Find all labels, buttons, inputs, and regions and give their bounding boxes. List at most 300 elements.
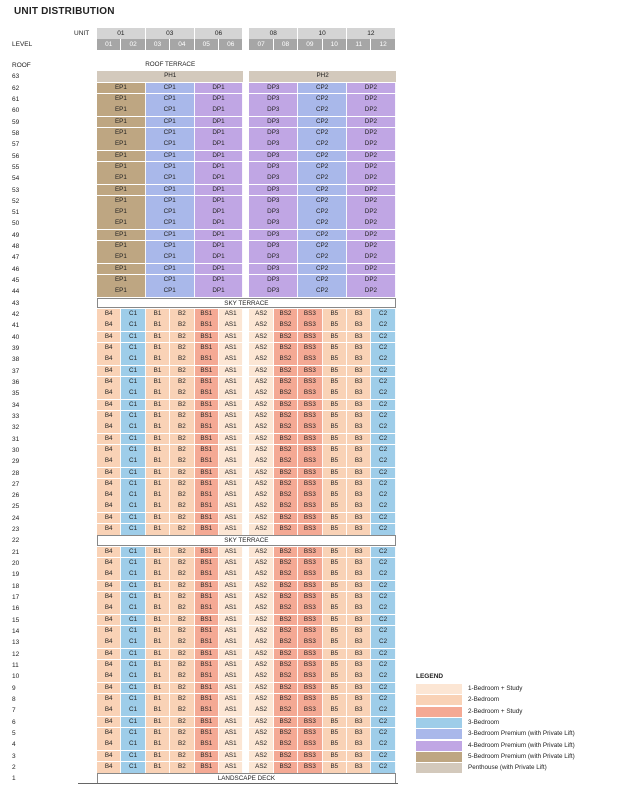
unit-cell: DP2: [347, 207, 396, 218]
unit-cell: B5: [323, 434, 347, 445]
unit-cell: EP1: [97, 139, 146, 150]
level-label: 39: [12, 345, 20, 352]
unit-cell: B5: [323, 739, 347, 750]
unit-cell: B3: [347, 411, 371, 422]
unit-cell: C1: [121, 400, 145, 411]
unit-cell: C2: [371, 513, 395, 524]
unit-cell: AS2: [249, 660, 273, 671]
unit-cell: DP1: [195, 117, 244, 128]
unit-cell: AS1: [219, 501, 243, 512]
unit-cell: C1: [121, 456, 145, 467]
unit-cell: B1: [146, 490, 170, 501]
unit-cell: BS2: [274, 705, 298, 716]
unit-cell: BS3: [298, 332, 322, 343]
level-column-header: 06: [219, 39, 242, 50]
unit-cell: BS2: [274, 332, 298, 343]
unit-cell: BS3: [298, 705, 322, 716]
unit-cell: CP2: [298, 241, 347, 252]
legend-label: 3-Bedroom: [468, 718, 500, 726]
unit-cell: BS1: [195, 592, 219, 603]
level-label: 5: [12, 729, 16, 737]
unit-cell: B2: [170, 354, 194, 365]
unit-cell: B5: [323, 513, 347, 524]
unit-cell: BS2: [274, 660, 298, 671]
unit-cell: B3: [347, 320, 371, 331]
unit-cell: B5: [323, 637, 347, 648]
unit-cell: B2: [170, 751, 194, 762]
unit-cell: CP2: [298, 185, 347, 196]
unit-cell: AS2: [249, 309, 273, 320]
unit-cell: AS1: [219, 434, 243, 445]
unit-cell: AS1: [219, 728, 243, 739]
unit-cell: AS2: [249, 468, 273, 479]
unit-cell: DP3: [249, 218, 298, 229]
unit-cell: BS3: [298, 377, 322, 388]
level-label: 15: [12, 616, 20, 624]
unit-cell: AS2: [249, 377, 273, 388]
level-label: 22: [12, 537, 20, 545]
unit-cell: DP2: [347, 94, 396, 105]
roof-terrace-band: ROOF TERRACE: [145, 61, 196, 68]
unit-cell: C1: [121, 445, 145, 456]
unit-cell: B3: [347, 660, 371, 671]
unit-cell: C1: [121, 377, 145, 388]
unit-cell: AS2: [249, 592, 273, 603]
unit-cell: BS1: [195, 456, 219, 467]
legend-label: 2-Bedroom: [468, 696, 500, 704]
unit-cell: C1: [121, 524, 145, 535]
unit-cell: C1: [121, 490, 145, 501]
unit-cell: DP3: [249, 162, 298, 173]
unit-cell: BS2: [274, 649, 298, 660]
unit-cell: EP1: [97, 162, 146, 173]
unit-cell: BS1: [195, 739, 219, 750]
page-title: UNIT DISTRIBUTION: [14, 6, 115, 17]
unit-group-header: 10: [298, 28, 346, 39]
unit-cell: C2: [371, 717, 395, 728]
unit-cell: BS3: [298, 751, 322, 762]
unit-cell: B2: [170, 309, 194, 320]
unit-cell: B1: [146, 422, 170, 433]
unit-cell: C2: [371, 501, 395, 512]
unit-cell: AS2: [249, 581, 273, 592]
unit-cell: B5: [323, 501, 347, 512]
unit-cell: AS1: [219, 683, 243, 694]
unit-cell: CP1: [146, 151, 195, 162]
unit-cell: B5: [323, 479, 347, 490]
unit-cell: B3: [347, 343, 371, 354]
unit-cell: B1: [146, 343, 170, 354]
unit-cell: EP1: [97, 117, 146, 128]
unit-cell: B3: [347, 626, 371, 637]
unit-cell: BS1: [195, 332, 219, 343]
unit-cell: BS3: [298, 456, 322, 467]
unit-cell: B4: [97, 320, 121, 331]
level-label: 8: [12, 695, 16, 703]
unit-cell: B3: [347, 728, 371, 739]
unit-cell: DP3: [249, 207, 298, 218]
unit-cell: AS1: [219, 354, 243, 365]
level-label: 14: [12, 628, 20, 635]
unit-cell: AS1: [219, 603, 243, 614]
unit-cell: AS2: [249, 400, 273, 411]
unit-cell: B1: [146, 411, 170, 422]
level-label: 16: [12, 605, 20, 613]
unit-group-header: 03: [146, 28, 194, 39]
unit-cell: B2: [170, 479, 194, 490]
unit-cell: BS3: [298, 558, 322, 569]
unit-cell: C1: [121, 660, 145, 671]
unit-cell: C1: [121, 411, 145, 422]
unit-cell: AS2: [249, 479, 273, 490]
unit-cell: B5: [323, 717, 347, 728]
level-label: 44: [12, 288, 20, 296]
unit-cell: C1: [121, 513, 145, 524]
unit-cell: DP2: [347, 196, 396, 207]
unit-cell: C1: [121, 705, 145, 716]
unit-cell: B2: [170, 434, 194, 445]
level-label: 31: [12, 435, 20, 443]
level-column-header: 04: [170, 39, 193, 50]
unit-cell: DP1: [195, 162, 244, 173]
unit-cell: EP1: [97, 185, 146, 196]
unit-cell: BS2: [274, 547, 298, 558]
landscape-deck-band: LANDSCAPE DECK: [97, 773, 396, 783]
unit-cell: AS2: [249, 671, 273, 682]
unit-cell: B2: [170, 343, 194, 354]
unit-cell: C2: [371, 751, 395, 762]
unit-cell: B3: [347, 422, 371, 433]
unit-cell: B3: [347, 739, 371, 750]
unit-cell: BS1: [195, 558, 219, 569]
unit-cell: B5: [323, 649, 347, 660]
unit-cell: BS1: [195, 354, 219, 365]
unit-cell: CP1: [146, 252, 195, 263]
unit-cell: CP1: [146, 94, 195, 105]
unit-cell: EP1: [97, 264, 146, 275]
unit-cell: B3: [347, 468, 371, 479]
unit-cell: B4: [97, 366, 121, 377]
unit-cell: BS2: [274, 501, 298, 512]
level-label: 1: [12, 775, 16, 783]
unit-cell: B4: [97, 569, 121, 580]
unit-cell: CP1: [146, 230, 195, 241]
unit-cell: BS2: [274, 377, 298, 388]
unit-cell: B2: [170, 717, 194, 728]
legend-label: 5-Bedroom Premium (with Private Lift): [468, 752, 575, 760]
unit-cell: C1: [121, 694, 145, 705]
unit-cell: DP1: [195, 207, 244, 218]
unit-cell: DP1: [195, 83, 244, 94]
unit-cell: B4: [97, 615, 121, 626]
unit-cell: AS2: [249, 694, 273, 705]
unit-cell: BS2: [274, 366, 298, 377]
unit-cell: BS3: [298, 581, 322, 592]
unit-cell: EP1: [97, 286, 146, 297]
penthouse-ph1: PH1: [97, 71, 243, 81]
unit-cell: BS2: [274, 728, 298, 739]
unit-cell: BS2: [274, 490, 298, 501]
unit-cell: DP2: [347, 275, 396, 286]
legend-swatch: [416, 752, 462, 762]
unit-cell: B1: [146, 332, 170, 343]
unit-cell: AS1: [219, 332, 243, 343]
level-header-label: LEVEL: [12, 41, 33, 48]
level-label: 36: [12, 378, 20, 386]
unit-cell: C2: [371, 705, 395, 716]
level-label: 37: [12, 367, 20, 375]
unit-cell: AS1: [219, 456, 243, 467]
legend-title: LEGEND: [416, 673, 444, 680]
unit-cell: B4: [97, 445, 121, 456]
unit-cell: B1: [146, 524, 170, 535]
bottom-rule: [78, 783, 398, 784]
unit-cell: BS3: [298, 309, 322, 320]
unit-group-header: 12: [347, 28, 395, 39]
unit-cell: BS2: [274, 422, 298, 433]
unit-cell: C1: [121, 388, 145, 399]
unit-cell: BS1: [195, 615, 219, 626]
unit-cell: BS1: [195, 445, 219, 456]
unit-cell: CP2: [298, 83, 347, 94]
unit-cell: CP1: [146, 83, 195, 94]
unit-cell: B2: [170, 513, 194, 524]
unit-cell: B5: [323, 366, 347, 377]
level-label: 59: [12, 118, 20, 126]
unit-cell: BS2: [274, 626, 298, 637]
unit-cell: B5: [323, 411, 347, 422]
legend-swatch: [416, 763, 462, 773]
unit-cell: DP3: [249, 83, 298, 94]
level-label: 13: [12, 639, 20, 647]
level-label: 17: [12, 594, 20, 602]
unit-cell: C2: [371, 660, 395, 671]
unit-cell: AS1: [219, 660, 243, 671]
level-label: 35: [12, 390, 20, 398]
unit-cell: BS1: [195, 309, 219, 320]
unit-cell: B2: [170, 411, 194, 422]
unit-cell: BS3: [298, 649, 322, 660]
level-label: 52: [12, 197, 20, 205]
unit-cell: BS1: [195, 388, 219, 399]
unit-cell: B4: [97, 705, 121, 716]
unit-cell: BS3: [298, 592, 322, 603]
unit-cell: AS1: [219, 366, 243, 377]
unit-cell: CP2: [298, 207, 347, 218]
unit-cell: C2: [371, 649, 395, 660]
unit-cell: EP1: [97, 275, 146, 286]
unit-cell: CP2: [298, 196, 347, 207]
unit-cell: B3: [347, 547, 371, 558]
unit-cell: B1: [146, 626, 170, 637]
unit-cell: EP1: [97, 105, 146, 116]
level-label: 19: [12, 571, 20, 579]
unit-cell: BS2: [274, 479, 298, 490]
unit-cell: B3: [347, 332, 371, 343]
unit-cell: C1: [121, 366, 145, 377]
level-label: ROOF: [12, 62, 31, 69]
unit-cell: B3: [347, 671, 371, 682]
unit-cell: B3: [347, 705, 371, 716]
unit-cell: B1: [146, 468, 170, 479]
unit-cell: AS1: [219, 400, 243, 411]
unit-cell: B4: [97, 626, 121, 637]
unit-cell: DP1: [195, 241, 244, 252]
level-label: 63: [12, 73, 20, 81]
unit-cell: B2: [170, 366, 194, 377]
level-label: 4: [12, 741, 16, 749]
unit-cell: DP1: [195, 105, 244, 116]
unit-cell: DP3: [249, 275, 298, 286]
unit-cell: C1: [121, 671, 145, 682]
unit-cell: CP1: [146, 218, 195, 229]
unit-cell: EP1: [97, 207, 146, 218]
level-label: 55: [12, 163, 20, 171]
unit-cell: DP2: [347, 162, 396, 173]
unit-cell: B2: [170, 332, 194, 343]
unit-cell: B3: [347, 501, 371, 512]
unit-cell: BS3: [298, 434, 322, 445]
unit-cell: BS1: [195, 490, 219, 501]
unit-cell: B4: [97, 524, 121, 535]
unit-cell: B4: [97, 751, 121, 762]
unit-cell: B1: [146, 569, 170, 580]
unit-cell: B1: [146, 513, 170, 524]
unit-cell: B1: [146, 603, 170, 614]
unit-cell: BS1: [195, 728, 219, 739]
unit-cell: CP1: [146, 105, 195, 116]
unit-cell: C1: [121, 581, 145, 592]
unit-cell: AS1: [219, 388, 243, 399]
unit-cell: B5: [323, 388, 347, 399]
unit-cell: DP1: [195, 151, 244, 162]
unit-cell: AS2: [249, 569, 273, 580]
unit-cell: BS1: [195, 400, 219, 411]
unit-cell: AS2: [249, 705, 273, 716]
unit-cell: DP2: [347, 173, 396, 184]
level-label: 24: [12, 514, 20, 522]
unit-cell: AS2: [249, 354, 273, 365]
unit-cell: DP2: [347, 128, 396, 139]
unit-cell: B3: [347, 762, 371, 773]
unit-cell: BS3: [298, 694, 322, 705]
level-label: 53: [12, 186, 20, 194]
unit-cell: B2: [170, 581, 194, 592]
unit-cell: AS2: [249, 683, 273, 694]
level-column-header: 09: [298, 39, 321, 50]
unit-cell: BS1: [195, 411, 219, 422]
unit-cell: BS3: [298, 366, 322, 377]
unit-cell: C1: [121, 592, 145, 603]
unit-cell: BS3: [298, 728, 322, 739]
unit-cell: C1: [121, 626, 145, 637]
unit-cell: BS1: [195, 468, 219, 479]
unit-cell: DP1: [195, 196, 244, 207]
level-label: 48: [12, 243, 20, 251]
level-label: 60: [12, 107, 20, 115]
unit-cell: AS2: [249, 637, 273, 648]
legend-label: 2-Bedroom + Study: [468, 707, 523, 715]
legend-swatch: [416, 707, 462, 717]
unit-cell: C2: [371, 490, 395, 501]
unit-cell: C2: [371, 524, 395, 535]
unit-cell: AS1: [219, 479, 243, 490]
unit-cell: B2: [170, 649, 194, 660]
level-column-header: 12: [371, 39, 394, 50]
unit-group-header: 06: [195, 28, 243, 39]
unit-cell: C2: [371, 332, 395, 343]
unit-cell: B2: [170, 445, 194, 456]
unit-cell: AS1: [219, 411, 243, 422]
unit-cell: B5: [323, 694, 347, 705]
level-label: 32: [12, 424, 20, 432]
unit-cell: BS2: [274, 683, 298, 694]
unit-cell: B5: [323, 569, 347, 580]
unit-cell: EP1: [97, 128, 146, 139]
sky-terrace-band: SKY TERRACE: [97, 298, 396, 308]
legend-label: 4-Bedroom Premium (with Private Lift): [468, 741, 575, 749]
unit-cell: AS2: [249, 434, 273, 445]
level-column-header: 07: [249, 39, 272, 50]
unit-cell: AS1: [219, 581, 243, 592]
unit-cell: C1: [121, 468, 145, 479]
unit-cell: BS2: [274, 445, 298, 456]
unit-cell: AS2: [249, 728, 273, 739]
unit-cell: DP2: [347, 241, 396, 252]
unit-cell: B4: [97, 400, 121, 411]
unit-cell: B2: [170, 569, 194, 580]
unit-cell: B3: [347, 649, 371, 660]
unit-cell: AS2: [249, 490, 273, 501]
unit-cell: DP3: [249, 105, 298, 116]
unit-cell: BS2: [274, 751, 298, 762]
unit-cell: BS2: [274, 354, 298, 365]
unit-cell: AS1: [219, 751, 243, 762]
unit-cell: C2: [371, 434, 395, 445]
unit-cell: BS3: [298, 388, 322, 399]
level-label: 57: [12, 141, 20, 149]
legend-swatch: [416, 741, 462, 751]
unit-cell: EP1: [97, 241, 146, 252]
level-label: 41: [12, 322, 20, 330]
unit-cell: B1: [146, 705, 170, 716]
unit-cell: B5: [323, 581, 347, 592]
unit-cell: B5: [323, 309, 347, 320]
unit-cell: C1: [121, 309, 145, 320]
unit-cell: C2: [371, 468, 395, 479]
unit-cell: BS2: [274, 320, 298, 331]
unit-cell: B4: [97, 592, 121, 603]
unit-cell: AS1: [219, 513, 243, 524]
unit-cell: DP3: [249, 252, 298, 263]
level-label: 11: [12, 661, 19, 669]
unit-cell: B4: [97, 728, 121, 739]
unit-cell: B5: [323, 490, 347, 501]
unit-cell: CP1: [146, 207, 195, 218]
unit-cell: B2: [170, 671, 194, 682]
unit-cell: B3: [347, 456, 371, 467]
unit-cell: B2: [170, 626, 194, 637]
unit-cell: AS1: [219, 637, 243, 648]
unit-cell: B5: [323, 751, 347, 762]
unit-cell: BS3: [298, 637, 322, 648]
unit-cell: C1: [121, 320, 145, 331]
unit-cell: B4: [97, 739, 121, 750]
level-label: 50: [12, 220, 20, 228]
unit-cell: BS2: [274, 388, 298, 399]
unit-cell: CP2: [298, 218, 347, 229]
level-column-header: 05: [195, 39, 218, 50]
